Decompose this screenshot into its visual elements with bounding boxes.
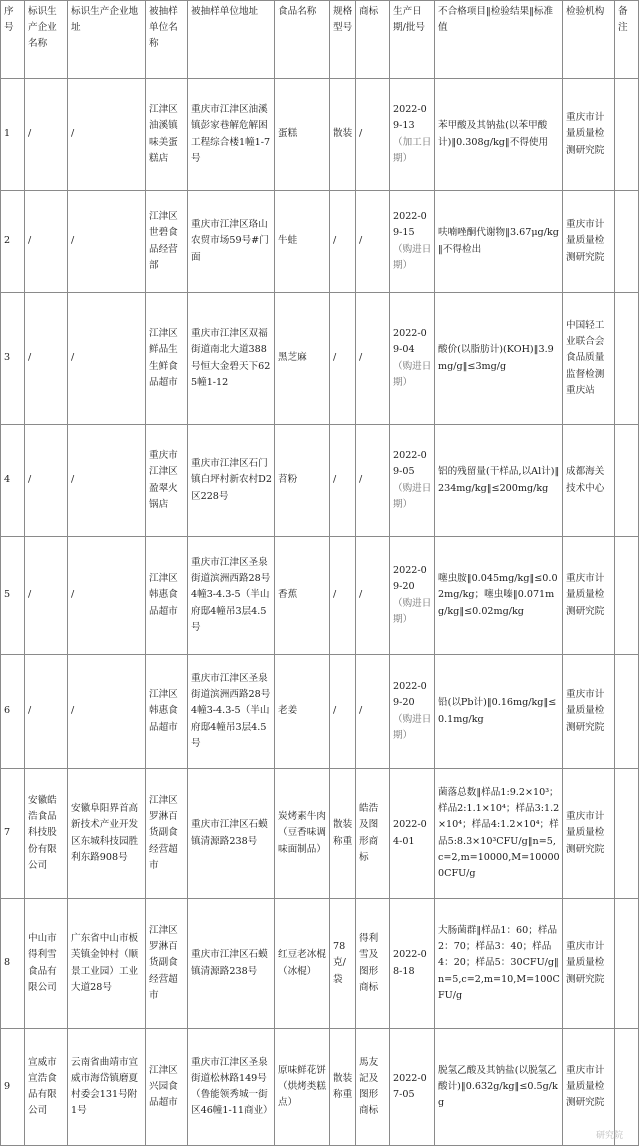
cell-remark — [615, 79, 639, 191]
cell-remark — [615, 191, 639, 293]
table-row — [1, 537, 639, 655]
header-cell: 检验机构 — [563, 1, 615, 79]
cell-food: 牛蛙 — [275, 191, 330, 293]
cell-date — [390, 79, 435, 191]
cell-producer: / — [25, 537, 68, 655]
cell-brand: / — [356, 79, 390, 191]
cell-remark — [615, 769, 639, 899]
header-cell: 生产日期/批号 — [390, 1, 435, 79]
cell-no: 3 — [1, 293, 25, 425]
header-cell: 食品名称 — [275, 1, 330, 79]
cell-lab: 重庆市计量质量检测研究院 — [563, 1029, 615, 1146]
cell-producer: 中山市得利雪食品有限公司 — [25, 899, 68, 1029]
cell-date — [390, 769, 435, 899]
cell-producer-addr: / — [68, 191, 146, 293]
cell-producer-addr: / — [68, 655, 146, 769]
cell-food: 原味鲜花饼（烘烤类糕点） — [275, 1029, 330, 1146]
date-note: （加工日期） — [393, 136, 432, 164]
date-value: 2022-09-20 — [393, 565, 427, 593]
cell-remark — [615, 537, 639, 655]
table-row — [1, 425, 639, 537]
cell-brand: / — [356, 655, 390, 769]
cell-sampled-addr: 重庆市江津区石门镇白坪村新农村D2区228号 — [188, 425, 275, 537]
date-note: （购进日期） — [393, 597, 432, 625]
cell-brand: 馬友記及图形商标 — [356, 1029, 390, 1146]
cell-brand: / — [356, 191, 390, 293]
cell-spec: 散装称重 — [330, 769, 356, 899]
date-note: （购进日期） — [393, 243, 432, 271]
header-cell: 被抽样单位名称 — [146, 1, 188, 79]
header-cell: 规格型号 — [330, 1, 356, 79]
cell-date — [390, 1029, 435, 1146]
cell-spec: / — [330, 425, 356, 537]
cell-sampled: 江津区韩惠食品超市 — [146, 537, 188, 655]
cell-sampled: 江津区鲜品生生鲜食品超市 — [146, 293, 188, 425]
cell-lab: 重庆市计量质量检测研究院 — [563, 769, 615, 899]
header-row — [1, 1, 639, 79]
cell-sampled: 重庆市江津区盈翠火锅店 — [146, 425, 188, 537]
cell-item: 铅(以Pb计)‖0.16mg/kg‖≤0.1mg/kg — [435, 655, 563, 769]
cell-brand: 皓浩及图形商标 — [356, 769, 390, 899]
cell-producer: / — [25, 191, 68, 293]
cell-producer: 安徽皓浩食品科技股份有限公司 — [25, 769, 68, 899]
cell-date — [390, 191, 435, 293]
cell-sampled-addr: 重庆市江津区圣泉街道松林路149号（鲁能领秀城一街区46幢1-11商业） — [188, 1029, 275, 1146]
cell-no: 1 — [1, 79, 25, 191]
cell-producer-addr: 云南省曲靖市宣威市海岱镇磨夏村委会131号附1号 — [68, 1029, 146, 1146]
table-row — [1, 293, 639, 425]
cell-brand: / — [356, 537, 390, 655]
cell-producer: / — [25, 79, 68, 191]
date-value: 2022-08-18 — [393, 949, 427, 977]
cell-lab: 重庆市计量质量检测研究院 — [563, 655, 615, 769]
date-value: 2022-09-05 — [393, 450, 427, 478]
cell-sampled: 江津区罗淋百货副食经营超市 — [146, 769, 188, 899]
cell-food: 红豆老冰棍（冰棍） — [275, 899, 330, 1029]
table-row — [1, 899, 639, 1029]
cell-remark — [615, 425, 639, 537]
cell-sampled: 江津区韩惠食品超市 — [146, 655, 188, 769]
cell-producer-addr: / — [68, 537, 146, 655]
cell-item: 脱氢乙酸及其钠盐(以脱氢乙酸计)‖0.632g/kg‖≤0.5g/kg — [435, 1029, 563, 1146]
cell-item: 菌落总数‖样品1:9.2×10³；样品2:1.1×10⁴；样品3:1.2×10⁴；样品4:1.2×10⁴；样品5:8.3×10³CFU/g‖n=5,c=2,m=10000,M=100000CFU/g — [435, 769, 563, 899]
cell-item: 大肠菌群‖样品1：60；样品2：70；样品3：40；样品4：20；样品5：30CFU/g‖n=5,c=2,m=10,M=100CFU/g — [435, 899, 563, 1029]
table-row — [1, 191, 639, 293]
date-value: 2022-09-20 — [393, 681, 427, 709]
cell-date — [390, 537, 435, 655]
cell-lab: 重庆市计量质量检测研究院 — [563, 899, 615, 1029]
cell-producer: / — [25, 425, 68, 537]
cell-no: 4 — [1, 425, 25, 537]
cell-brand: 得利雪及图形商标 — [356, 899, 390, 1029]
header-cell: 备注 — [615, 1, 639, 79]
cell-spec: / — [330, 655, 356, 769]
cell-sampled-addr: 重庆市江津区石蟆镇清源路238号 — [188, 899, 275, 1029]
cell-sampled-addr: 重庆市江津区圣泉街道滨洲西路28号4幢3-4.3-5（半山府邸4幢吊3层4.5号 — [188, 655, 275, 769]
cell-producer-addr: / — [68, 425, 146, 537]
cell-date — [390, 899, 435, 1029]
cell-sampled-addr: 重庆市江津区双福街道南北大道388号恒大金碧天下625幢1-12 — [188, 293, 275, 425]
cell-producer-addr: 广东省中山市板芙镇金钟村（顺景工业园）工业大道28号 — [68, 899, 146, 1029]
header-cell: 不合格项目‖检验结果‖标准值 — [435, 1, 563, 79]
table-row — [1, 655, 639, 769]
cell-spec: / — [330, 293, 356, 425]
cell-sampled-addr: 重庆市江津区圣泉街道滨洲西路28号4幢3-4.3-5（半山府邸4幢吊3层4.5号 — [188, 537, 275, 655]
cell-date — [390, 425, 435, 537]
cell-item: 铝的残留量(干样品,以Al计)‖234mg/kg‖≤200mg/kg — [435, 425, 563, 537]
date-value: 2022-09-13 — [393, 104, 427, 132]
cell-lab: 重庆市计量质量检测研究院 — [563, 79, 615, 191]
cell-spec: / — [330, 191, 356, 293]
cell-item: 酸价(以脂肪计)(KOH)‖3.9mg/g‖≤3mg/g — [435, 293, 563, 425]
date-note: （购进日期） — [393, 713, 432, 741]
cell-no: 9 — [1, 1029, 25, 1146]
table-row — [1, 769, 639, 899]
cell-item: 呋喃唑酮代谢物‖3.67μg/kg‖不得检出 — [435, 191, 563, 293]
cell-date — [390, 655, 435, 769]
date-value: 2022-07-05 — [393, 1072, 427, 1100]
cell-producer-addr: 安徽阜阳界首高新技术产业开发区东城科技园胜利东路908号 — [68, 769, 146, 899]
date-value: 2022-04-01 — [393, 819, 427, 847]
cell-producer: 宣威市宣浩食品有限公司 — [25, 1029, 68, 1146]
cell-producer-addr: / — [68, 293, 146, 425]
cell-remark — [615, 899, 639, 1029]
cell-spec: 散装 — [330, 79, 356, 191]
cell-spec: 78克/袋 — [330, 899, 356, 1029]
cell-producer: / — [25, 293, 68, 425]
header-cell: 序号 — [1, 1, 25, 79]
watermark: 研究院 — [596, 1131, 624, 1141]
cell-brand: / — [356, 425, 390, 537]
table-row — [1, 1029, 639, 1146]
header-cell: 标识生产企业地址 — [68, 1, 146, 79]
cell-no: 5 — [1, 537, 25, 655]
cell-item: 苯甲酸及其钠盐(以苯甲酸计)‖0.308g/kg‖不得使用 — [435, 79, 563, 191]
cell-lab: 重庆市计量质量检测研究院 — [563, 537, 615, 655]
date-note: （购进日期） — [393, 360, 432, 388]
header-cell: 标识生产企业名称 — [25, 1, 68, 79]
date-note: （购进日期） — [393, 482, 432, 510]
cell-sampled-addr: 重庆市江津区石蟆镇清源路238号 — [188, 769, 275, 899]
cell-food: 黑芝麻 — [275, 293, 330, 425]
cell-lab: 重庆市计量质量检测研究院 — [563, 191, 615, 293]
cell-sampled-addr: 重庆市江津区油溪镇彭家巷解危解困工程综合楼1幢1-7号 — [188, 79, 275, 191]
cell-no: 8 — [1, 899, 25, 1029]
cell-brand: / — [356, 293, 390, 425]
cell-remark — [615, 293, 639, 425]
cell-spec: 散装称重 — [330, 1029, 356, 1146]
header-cell: 被抽样单位地址 — [188, 1, 275, 79]
cell-date — [390, 293, 435, 425]
cell-food: 炭烤素牛肉（豆香味调味面制品） — [275, 769, 330, 899]
cell-producer-addr: / — [68, 79, 146, 191]
cell-spec: / — [330, 537, 356, 655]
cell-sampled: 江津区罗淋百货副食经营超市 — [146, 899, 188, 1029]
date-value: 2022-09-15 — [393, 211, 427, 239]
cell-lab: 成都海关技术中心 — [563, 425, 615, 537]
cell-food: 苕粉 — [275, 425, 330, 537]
date-value: 2022-09-04 — [393, 328, 427, 356]
cell-sampled: 江津区兴园食品超市 — [146, 1029, 188, 1146]
table-row — [1, 79, 639, 191]
cell-no: 6 — [1, 655, 25, 769]
header-cell: 商标 — [356, 1, 390, 79]
cell-food: 蛋糕 — [275, 79, 330, 191]
cell-producer: / — [25, 655, 68, 769]
cell-food: 香蕉 — [275, 537, 330, 655]
cell-sampled: 江津区世碧食品经营部 — [146, 191, 188, 293]
cell-food: 老姜 — [275, 655, 330, 769]
cell-no: 7 — [1, 769, 25, 899]
cell-remark — [615, 655, 639, 769]
cell-item: 噻虫胺‖0.045mg/kg‖≤0.02mg/kg；噻虫嗪‖0.071mg/kg‖≤0.02mg/kg — [435, 537, 563, 655]
cell-sampled-addr: 重庆市江津区珞山农贸市场59号#门面 — [188, 191, 275, 293]
cell-no: 2 — [1, 191, 25, 293]
cell-lab: 中国轻工业联合会食品质量监督检测重庆站 — [563, 293, 615, 425]
cell-sampled: 江津区油溪镇味美蛋糕店 — [146, 79, 188, 191]
